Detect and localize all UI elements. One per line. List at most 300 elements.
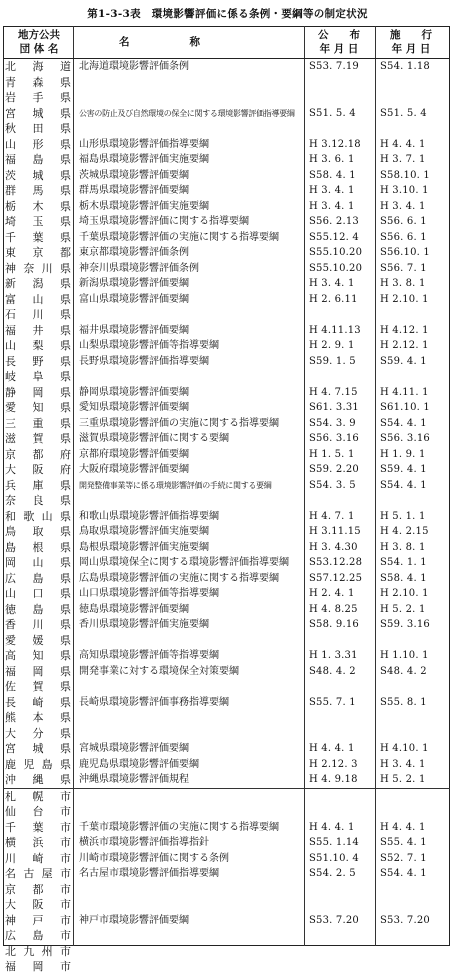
row-effective-date	[380, 90, 448, 106]
table-row	[3, 478, 450, 494]
row-effective-date: H 2.10. 1	[380, 588, 429, 599]
row-authority: 札幌市	[5, 789, 71, 803]
table-row	[3, 664, 450, 680]
row-ordinance-name	[79, 369, 306, 385]
row-effective-date: S56.10. 1	[380, 247, 430, 258]
row-promulgation-date: S55. 1.14	[309, 837, 359, 848]
table-row	[3, 710, 450, 726]
row-ordinance-name	[79, 710, 306, 726]
row-promulgation-date: H 4. 7. 1	[309, 510, 355, 522]
row-ordinance-name: 長野県環境影響評価指導要綱	[79, 355, 209, 367]
row-ordinance-name: 京都府環境影響評価要綱	[79, 448, 189, 460]
row-authority: 栃木県	[5, 199, 71, 213]
header-pref-line2: 団 体 名	[19, 43, 59, 55]
row-effective-date: S48. 4. 2	[380, 665, 427, 677]
table-row	[3, 230, 450, 246]
row-effective-date	[380, 804, 448, 820]
row-ordinance-name	[79, 897, 306, 913]
row-ordinance-name: 福井県環境影響評価要綱	[79, 324, 189, 336]
row-promulgation-date: H 4.11.13	[309, 324, 361, 336]
row-authority: 徳島県	[5, 602, 71, 616]
row-promulgation-date: S53. 7.19	[309, 61, 359, 72]
row-ordinance-name	[79, 726, 306, 742]
table-row	[3, 726, 450, 742]
row-ordinance-name: 沖縄県環境影響評価規程	[79, 774, 189, 785]
row-ordinance-name: 名古屋市環境影響評価指導要綱	[79, 868, 219, 879]
row-authority: 高知県	[5, 649, 71, 662]
row-authority: 三重県	[5, 416, 71, 430]
row-promulgation-date: H 3. 4. 1	[309, 185, 355, 196]
row-promulgation-date: H 4. 7.15	[309, 386, 358, 398]
row-promulgation-date	[309, 307, 375, 323]
row-promulgation-date: S61. 3.31	[309, 402, 359, 413]
row-promulgation-date	[309, 804, 375, 820]
table-row	[3, 944, 450, 960]
table-row	[3, 555, 450, 571]
row-ordinance-name: 鹿児島県環境影響評価要綱	[79, 758, 199, 770]
row-effective-date: H 3. 4. 1	[380, 758, 426, 770]
table-row	[3, 447, 450, 463]
row-authority: 広島市	[5, 929, 71, 942]
row-ordinance-name	[79, 633, 306, 649]
row-effective-date: H 3. 7. 1	[380, 154, 426, 165]
table-row	[3, 913, 450, 929]
table-row	[3, 928, 450, 944]
row-ordinance-name: 大阪府環境影響評価要綱	[79, 464, 189, 475]
row-ordinance-name: 神奈川県環境影響評価条例	[79, 262, 199, 274]
row-promulgation-date: S55.12. 4	[309, 231, 359, 243]
table-row	[3, 168, 450, 184]
row-effective-date: S61.10. 1	[380, 402, 430, 413]
table-row	[3, 835, 450, 851]
table-row	[3, 183, 450, 199]
row-ordinance-name: 山口県環境影響評価等指導要綱	[79, 588, 219, 599]
row-authority: 石川県	[5, 308, 71, 321]
row-authority: 和歌山県	[5, 509, 71, 523]
row-promulgation-date	[309, 959, 375, 975]
row-promulgation-date: S55.10.20	[309, 262, 363, 274]
row-authority: 宮城県	[5, 742, 71, 755]
row-ordinance-name: 公害の防止及び自然環境の保全に関する環境影響評価指導要綱	[79, 108, 295, 118]
table-row	[3, 602, 450, 618]
row-ordinance-name	[79, 90, 306, 106]
row-ordinance-name: 愛知県環境影響評価要綱	[79, 402, 189, 413]
row-effective-date: S54. 4. 1	[380, 479, 427, 491]
row-promulgation-date	[309, 90, 375, 106]
row-promulgation-date: S56. 3.16	[309, 433, 359, 444]
row-authority: 福井県	[5, 323, 71, 337]
row-effective-date	[380, 882, 448, 898]
table-row	[3, 851, 450, 867]
header-pub-line1: 公 布	[318, 29, 360, 41]
row-effective-date: S59. 4. 1	[380, 464, 427, 475]
row-ordinance-name: 山形県環境影響評価指導要綱	[79, 138, 209, 150]
row-promulgation-date	[309, 75, 375, 91]
row-ordinance-name: 山梨県環境影響評価等指導要綱	[79, 340, 219, 351]
table-row	[3, 385, 450, 401]
row-effective-date: H 3. 8. 1	[380, 541, 426, 553]
row-ordinance-name: 長崎県環境影響評価事務指導要綱	[79, 696, 229, 708]
row-effective-date: S52. 7. 1	[380, 852, 427, 864]
row-promulgation-date: S48. 4. 2	[309, 665, 356, 677]
table-row	[3, 90, 450, 106]
row-effective-date	[380, 679, 448, 695]
row-effective-date: H 4.11. 1	[380, 386, 429, 398]
row-effective-date	[380, 307, 448, 323]
row-effective-date: H 5. 1. 1	[380, 510, 426, 522]
table-row	[3, 354, 450, 370]
page-title: 第1-3-3表 環境影響評価に係る条例・要綱等の制定状況	[87, 8, 368, 20]
header-pub	[306, 28, 372, 56]
row-effective-date: S56. 7. 1	[380, 262, 427, 274]
row-authority: 山口県	[5, 587, 71, 600]
row-ordinance-name: 新潟県環境影響評価要綱	[79, 278, 189, 289]
table-row	[3, 493, 450, 509]
table-row	[3, 323, 450, 339]
table-row	[3, 75, 450, 91]
table-row	[3, 400, 450, 416]
row-promulgation-date: S59. 2.20	[309, 464, 359, 475]
row-ordinance-name: 岡山県環境保全に関する環境影響評価指導要綱	[79, 557, 289, 568]
row-ordinance-name: 千葉県環境影響評価の実施に関する指導要綱	[79, 231, 279, 243]
row-ordinance-name	[79, 75, 306, 91]
row-effective-date: H 3. 8. 1	[380, 278, 426, 289]
row-ordinance-name: 栃木県環境影響評価実施要綱	[79, 200, 209, 212]
row-authority: 名古屋市	[5, 867, 71, 880]
row-promulgation-date: S51.10. 4	[309, 852, 359, 864]
row-effective-date	[380, 726, 448, 742]
row-promulgation-date: S55.10.20	[309, 247, 363, 258]
row-ordinance-name: 神戸市環境影響評価要綱	[79, 914, 189, 926]
row-authority: 大阪市	[5, 898, 71, 911]
header-eff	[378, 28, 444, 56]
table-row	[3, 431, 450, 447]
row-promulgation-date: H 3. 4. 1	[309, 278, 355, 289]
table-row	[3, 757, 450, 773]
header-pub-line2: 年 月 日	[319, 43, 359, 55]
table-row	[3, 276, 450, 292]
table-row	[3, 338, 450, 354]
row-effective-date: H 4. 4. 1	[380, 138, 426, 150]
row-authority: 愛知県	[5, 401, 71, 414]
row-authority: 沖縄県	[5, 773, 71, 786]
row-effective-date: H 2.12. 1	[380, 340, 429, 351]
row-promulgation-date: H 4. 4. 1	[309, 743, 355, 754]
table-row	[3, 586, 450, 602]
row-effective-date: S58. 4. 1	[380, 572, 427, 584]
row-promulgation-date: H 3. 4. 1	[309, 200, 355, 212]
row-ordinance-name: 千葉市環境影響評価の実施に関する指導要綱	[79, 821, 279, 833]
table-row	[3, 59, 450, 75]
row-ordinance-name: 開発整備事業等に係る環境影響評価の手続に関する要綱	[79, 480, 272, 490]
row-ordinance-name: 茨城県環境影響評価要綱	[79, 169, 189, 181]
row-authority: 滋賀県	[5, 432, 71, 445]
row-effective-date: H 2.10. 1	[380, 293, 429, 305]
row-authority: 鹿児島県	[5, 757, 71, 771]
table-row	[3, 524, 450, 540]
row-promulgation-date: S53.12.28	[309, 557, 363, 568]
row-promulgation-date	[309, 789, 375, 805]
row-effective-date	[380, 944, 448, 960]
row-authority: 千葉県	[5, 230, 71, 244]
row-authority: 山梨県	[5, 339, 71, 352]
table-row	[3, 882, 450, 898]
table-row	[3, 292, 450, 308]
table-row	[3, 617, 450, 633]
row-effective-date: S53. 7.20	[380, 914, 430, 926]
row-authority: 新潟県	[5, 277, 71, 290]
row-authority: 広島県	[5, 571, 71, 585]
table-row	[3, 462, 450, 478]
row-effective-date: H 3.10. 1	[380, 185, 429, 196]
row-authority: 川崎市	[5, 851, 71, 865]
row-promulgation-date: S59. 1. 5	[309, 355, 356, 367]
row-ordinance-name	[79, 121, 306, 137]
row-effective-date: H 4. 4. 1	[380, 821, 426, 833]
table-body	[3, 59, 450, 975]
table-row	[3, 540, 450, 556]
row-authority: 京都市	[5, 882, 71, 896]
table-row	[3, 261, 450, 277]
row-effective-date: S59. 4. 1	[380, 355, 427, 367]
row-promulgation-date: H 2.12. 3	[309, 758, 358, 770]
row-ordinance-name: 横浜市環境影響評価指導指針	[79, 837, 209, 848]
row-authority: 島根県	[5, 540, 71, 554]
row-ordinance-name: 高知県環境影響評価等指導要綱	[79, 650, 219, 661]
table-row	[3, 307, 450, 323]
row-effective-date: S56. 6. 1	[380, 216, 427, 227]
row-promulgation-date: H 3.12.18	[309, 138, 361, 150]
row-promulgation-date: S54. 2. 5	[309, 868, 356, 879]
row-promulgation-date: S53. 7.20	[309, 914, 359, 926]
row-effective-date: H 5. 2. 1	[380, 774, 426, 785]
row-ordinance-name: 群馬県環境影響評価要綱	[79, 185, 189, 196]
row-effective-date: S54. 1.18	[380, 61, 430, 72]
row-promulgation-date	[309, 726, 375, 742]
table-row	[3, 959, 450, 975]
header-pref-line1: 地方公共	[18, 29, 60, 41]
row-promulgation-date: S58. 9.16	[309, 619, 359, 630]
row-promulgation-date	[309, 493, 375, 509]
row-authority: 長崎県	[5, 695, 71, 709]
table-row	[3, 679, 450, 695]
table-row	[3, 571, 450, 587]
row-ordinance-name	[79, 307, 306, 323]
row-promulgation-date: S57.12.25	[309, 572, 363, 584]
row-promulgation-date: H 4. 9.18	[309, 774, 358, 785]
row-promulgation-date: S54. 3. 9	[309, 417, 356, 429]
row-authority: 岡山県	[5, 556, 71, 569]
row-authority: 山形県	[5, 137, 71, 151]
row-ordinance-name	[79, 959, 306, 975]
row-ordinance-name: 島根県環境影響評価実施要綱	[79, 541, 209, 553]
row-authority: 岩手県	[5, 91, 71, 104]
row-authority: 仙台市	[5, 805, 71, 818]
row-authority: 奈良県	[5, 494, 71, 507]
row-ordinance-name: 静岡県環境影響評価要綱	[79, 386, 189, 398]
row-authority: 愛媛県	[5, 633, 71, 647]
table-row	[3, 106, 450, 122]
row-promulgation-date: H 2. 4. 1	[309, 588, 355, 599]
row-ordinance-name: 宮城県環境影響評価要綱	[79, 743, 189, 754]
row-promulgation-date	[309, 928, 375, 944]
table-row	[3, 214, 450, 230]
row-promulgation-date	[309, 897, 375, 913]
row-promulgation-date	[309, 944, 375, 960]
row-effective-date: S58.10. 1	[380, 169, 430, 181]
row-ordinance-name: 開発事業に対する環境保全対策要綱	[79, 665, 239, 677]
table-row	[3, 245, 450, 261]
row-ordinance-name: 三重県環境影響評価の実施に関する指導要綱	[79, 417, 279, 429]
row-authority: 北九州市	[5, 944, 71, 958]
row-effective-date	[380, 897, 448, 913]
row-ordinance-name: 香川県環境影響評価実施要綱	[79, 619, 209, 630]
row-effective-date: S55. 4. 1	[380, 837, 427, 848]
table-row	[3, 633, 450, 649]
row-authority: 神戸市	[5, 913, 71, 927]
row-authority: 岐阜県	[5, 370, 71, 383]
row-authority: 横浜市	[5, 836, 71, 849]
row-promulgation-date: S58. 4. 1	[309, 169, 356, 181]
row-effective-date: H 1.10. 1	[380, 650, 429, 661]
table-row	[3, 121, 450, 137]
table-row	[3, 741, 450, 757]
row-promulgation-date: S54. 3. 5	[309, 479, 356, 491]
table-row	[3, 152, 450, 168]
row-effective-date: S59. 3.16	[380, 619, 430, 630]
row-effective-date: H 4.10. 1	[380, 743, 429, 754]
row-ordinance-name	[79, 493, 306, 509]
row-authority: 秋田県	[5, 122, 71, 135]
header-pref	[5, 28, 73, 56]
row-ordinance-name: 滋賀県環境影響評価に関する要綱	[79, 433, 229, 444]
row-authority: 福島県	[5, 153, 71, 166]
table-row	[3, 416, 450, 432]
row-ordinance-name: 東京都環境影響評価条例	[79, 247, 189, 258]
row-promulgation-date	[309, 121, 375, 137]
table-row	[3, 772, 450, 788]
row-authority: 埼玉県	[5, 215, 71, 228]
row-authority: 東京都	[5, 246, 71, 259]
prefecture-rows	[3, 59, 450, 788]
row-ordinance-name: 広島県環境影響評価の実施に関する指導要綱	[79, 572, 279, 584]
row-ordinance-name	[79, 804, 306, 820]
row-authority: 神奈川県	[5, 261, 71, 275]
row-ordinance-name	[79, 944, 306, 960]
row-effective-date: H 4. 2.15	[380, 526, 429, 537]
table-row	[3, 137, 450, 153]
row-ordinance-name: 和歌山県環境影響評価指導要綱	[79, 510, 219, 522]
row-promulgation-date	[309, 633, 375, 649]
row-authority: 鳥取県	[5, 525, 71, 538]
row-effective-date: S51. 5. 4	[380, 107, 427, 119]
row-promulgation-date: H 3. 6. 1	[309, 154, 355, 165]
row-authority: 千葉市	[5, 820, 71, 834]
row-authority: 福岡市	[5, 960, 71, 973]
table-row	[3, 897, 450, 913]
table-row	[3, 648, 450, 664]
row-ordinance-name	[79, 789, 306, 805]
row-promulgation-date	[309, 369, 375, 385]
row-effective-date: H 5. 2. 1	[380, 603, 426, 615]
row-promulgation-date: H 4. 4. 1	[309, 821, 355, 833]
row-authority: 京都府	[5, 447, 71, 461]
row-authority: 長野県	[5, 354, 71, 368]
row-promulgation-date: H 1. 5. 1	[309, 448, 355, 460]
row-promulgation-date: H 2. 6.11	[309, 293, 358, 305]
row-ordinance-name: 川崎市環境影響評価に関する条例	[79, 852, 229, 864]
row-ordinance-name	[79, 928, 306, 944]
row-effective-date: S56. 3.16	[380, 433, 430, 444]
row-promulgation-date	[309, 710, 375, 726]
row-promulgation-date: H 1. 3.31	[309, 650, 358, 661]
row-authority: 富山県	[5, 292, 71, 306]
row-authority: 群馬県	[5, 184, 71, 197]
city-rows	[3, 789, 450, 975]
header-eff-line2: 年 月 日	[391, 43, 431, 55]
row-effective-date	[380, 710, 448, 726]
table-row	[3, 509, 450, 525]
row-authority: 熊本県	[5, 711, 71, 724]
row-ordinance-name: 埼玉県環境影響評価に関する指導要綱	[79, 216, 249, 227]
row-ordinance-name	[79, 679, 306, 695]
row-promulgation-date: H 3.11.15	[309, 526, 361, 537]
row-promulgation-date: S51. 5. 4	[309, 107, 356, 119]
row-ordinance-name: 北海道環境影響評価条例	[79, 61, 189, 72]
row-promulgation-date: H 2. 9. 1	[309, 340, 355, 351]
row-authority: 静岡県	[5, 385, 71, 399]
row-effective-date: S54. 4. 1	[380, 868, 427, 879]
row-authority: 大分県	[5, 726, 71, 740]
row-promulgation-date: H 3. 4.30	[309, 541, 358, 553]
row-effective-date: S54. 4. 1	[380, 417, 427, 429]
row-promulgation-date: S55. 7. 1	[309, 696, 356, 708]
row-effective-date: S54. 1. 1	[380, 557, 427, 568]
row-effective-date	[380, 928, 448, 944]
row-ordinance-name: 富山県環境影響評価要綱	[79, 293, 189, 305]
row-effective-date: H 3. 4. 1	[380, 200, 426, 212]
table-row	[3, 866, 450, 882]
row-promulgation-date	[309, 679, 375, 695]
table-row	[3, 695, 450, 711]
row-ordinance-name: 鳥取県環境影響評価実施要綱	[79, 526, 209, 537]
row-authority: 佐賀県	[5, 680, 71, 693]
row-authority: 福岡県	[5, 664, 71, 678]
table-row	[3, 369, 450, 385]
row-authority: 北海道	[5, 60, 71, 73]
row-promulgation-date: S56. 2.13	[309, 216, 359, 227]
row-promulgation-date	[309, 882, 375, 898]
row-effective-date	[380, 121, 448, 137]
row-effective-date: H 4.12. 1	[380, 324, 429, 336]
row-effective-date: S55. 8. 1	[380, 696, 427, 708]
row-ordinance-name: 徳島県環境影響評価要綱	[79, 603, 189, 615]
row-ordinance-name: 福島県環境影響評価実施要綱	[79, 154, 209, 165]
row-effective-date	[380, 789, 448, 805]
row-authority: 宮城県	[5, 106, 71, 120]
row-effective-date: H 1. 9. 1	[380, 448, 426, 460]
row-effective-date	[380, 633, 448, 649]
row-effective-date	[380, 493, 448, 509]
row-authority: 青森県	[5, 75, 71, 89]
row-ordinance-name	[79, 882, 306, 898]
header-name: 名称	[119, 36, 260, 48]
row-authority: 兵庫県	[5, 478, 71, 492]
row-authority: 香川県	[5, 618, 71, 631]
table-row	[3, 199, 450, 215]
row-effective-date	[380, 959, 448, 975]
row-authority: 大阪府	[5, 463, 71, 476]
